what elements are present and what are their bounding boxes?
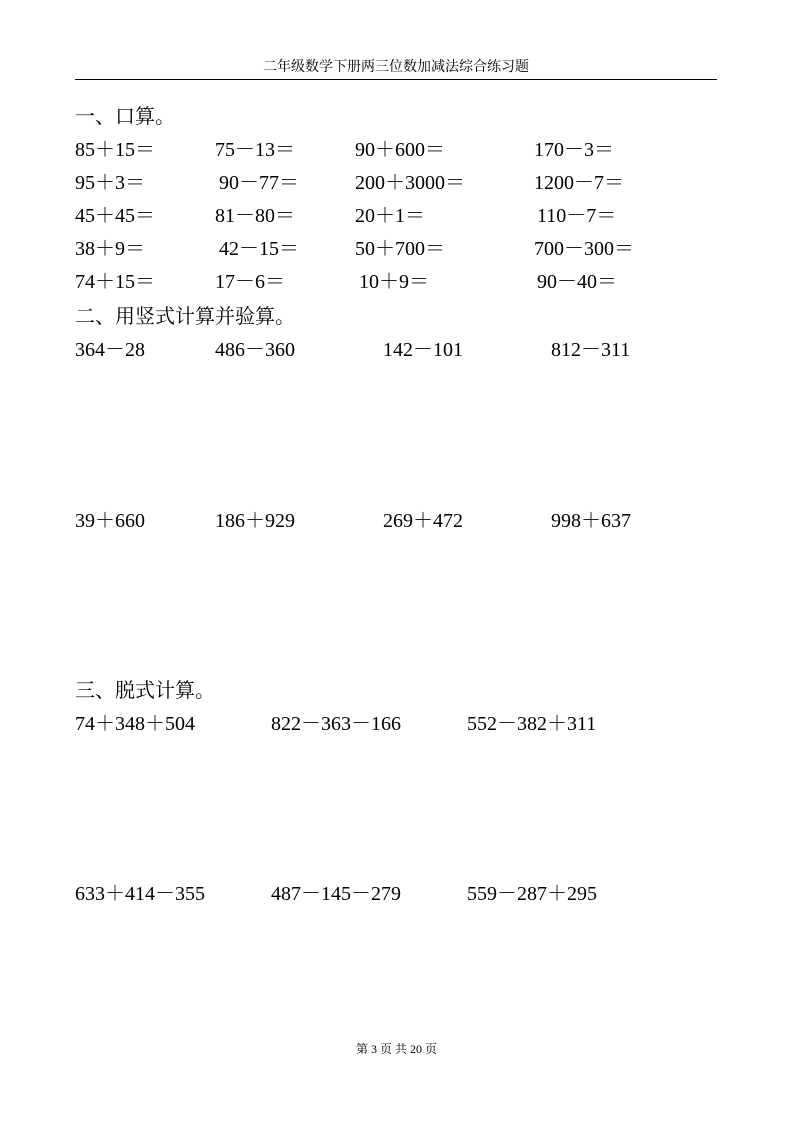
problem-2-2: 90－77＝ <box>219 172 299 194</box>
problem-5-3: 10＋9＝ <box>359 271 429 293</box>
vertical-problem-2-2: 186＋929 <box>215 510 295 532</box>
vertical-problem-1-4: 812－311 <box>551 339 631 361</box>
problem-4-2: 42－15＝ <box>219 238 299 260</box>
problem-4-1: 38＋9＝ <box>75 238 145 260</box>
problem-3-1: 45＋45＝ <box>75 205 155 227</box>
problem-4-4: 700－300＝ <box>534 238 634 260</box>
problem-1-2: 75－13＝ <box>215 139 295 161</box>
problem-3-4: 110－7＝ <box>537 205 617 227</box>
section-1-title: 一、口算。 <box>75 106 175 128</box>
problem-3-3: 20＋1＝ <box>355 205 425 227</box>
vertical-problem-1-2: 486－360 <box>215 339 295 361</box>
step-problem-2-3: 559－287＋295 <box>467 883 597 905</box>
vertical-problem-1-1: 364－28 <box>75 339 145 361</box>
step-problem-1-3: 552－382＋311 <box>467 713 597 735</box>
problem-2-3: 200＋3000＝ <box>355 172 465 194</box>
section-2-title: 二、用竖式计算并验算。 <box>75 306 295 328</box>
step-problem-2-1: 633＋414－355 <box>75 883 205 905</box>
problem-5-2: 17－6＝ <box>215 271 285 293</box>
problem-5-4: 90－40＝ <box>537 271 617 293</box>
problem-5-1: 74＋15＝ <box>75 271 155 293</box>
page-number: 第 3 页 共 20 页 <box>355 1042 437 1056</box>
problem-2-4: 1200－7＝ <box>534 172 624 194</box>
problem-3-2: 81－80＝ <box>215 205 295 227</box>
step-problem-1-2: 822－363－166 <box>271 713 401 735</box>
vertical-problem-2-1: 39＋660 <box>75 510 145 532</box>
section-3-title: 三、脱式计算。 <box>75 680 215 702</box>
step-problem-2-2: 487－145－279 <box>271 883 401 905</box>
vertical-problem-1-3: 142－101 <box>383 339 463 361</box>
problem-1-3: 90＋600＝ <box>355 139 445 161</box>
header-divider <box>75 79 717 80</box>
worksheet-title: 二年级数学下册两三位数加减法综合练习题 <box>263 60 529 75</box>
step-problem-1-1: 74＋348＋504 <box>75 713 195 735</box>
problem-1-1: 85＋15＝ <box>75 139 155 161</box>
problem-4-3: 50＋700＝ <box>355 238 445 260</box>
problem-1-4: 170－3＝ <box>534 139 614 161</box>
problem-2-1: 95＋3＝ <box>75 172 145 194</box>
vertical-problem-2-4: 998＋637 <box>551 510 631 532</box>
vertical-problem-2-3: 269＋472 <box>383 510 463 532</box>
